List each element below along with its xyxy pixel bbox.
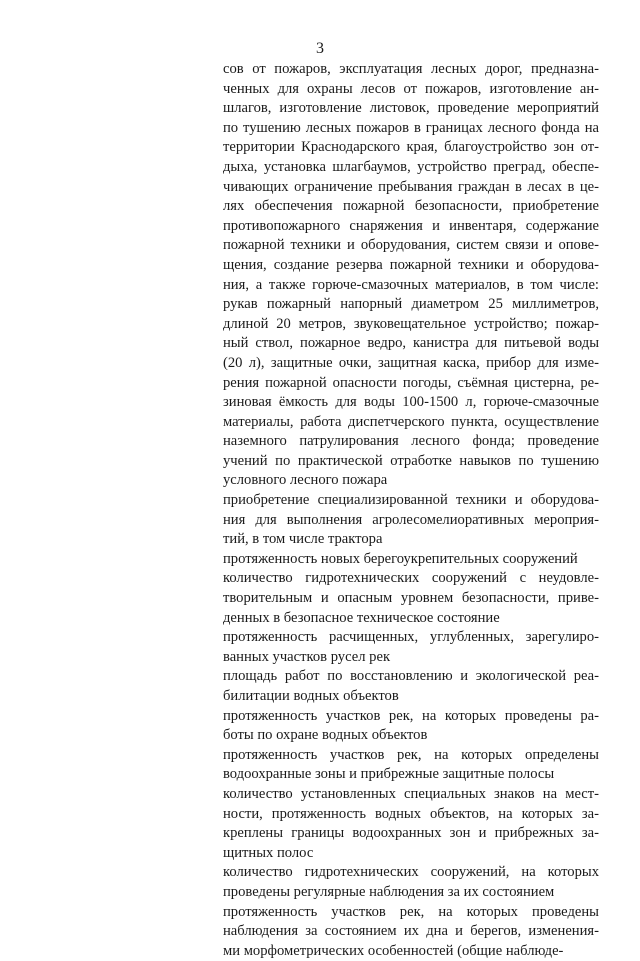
text-block-hydraulic-structures-safety <box>223 569 599 628</box>
text-line: ния, а также горюче-смазочных материалов, в том числе: <box>223 276 599 293</box>
text-line: тий, в том числе трактора <box>223 531 383 548</box>
text-line: приобретение специализированной техники и оборудова- <box>223 492 599 509</box>
text-line: сов от пожаров, эксплуатация лесных дорог, предназна- <box>223 61 599 77</box>
text-line: количество гидротехнических сооружений с неудовле- <box>223 570 599 587</box>
text-line: протяженность участков рек, на которых определены <box>223 746 599 763</box>
text-line: ния для выполнения агролесомелиоративных мероприя- <box>223 511 599 528</box>
text-block-river-channel-clearing <box>223 628 599 667</box>
text-line: проведены регулярные наблюдения за их состоянием <box>223 883 555 900</box>
text-block-water-protection-zones <box>223 746 599 785</box>
text-line: количество гидротехнических сооружений, на которых <box>223 864 599 881</box>
text-block-special-signs <box>223 785 599 863</box>
text-line: по тушению лесных пожаров в границах лесного фонда на <box>223 119 599 136</box>
text-line: щения, создание резерва пожарной техники и оборудова- <box>223 256 599 273</box>
text-block-hydraulic-observations <box>223 863 599 902</box>
text-line: наземного патрулирования лесного фонда; проведение <box>223 433 599 450</box>
text-block-agroforestry-equipment <box>223 491 599 550</box>
text-line: креплены границы водоохранных зон и прибрежных за- <box>223 825 599 842</box>
page-number: 3 <box>316 40 324 57</box>
text-line: протяженность участков рек, на которых проведены <box>223 903 599 920</box>
text-block-water-protection-works <box>223 707 599 746</box>
text-line: протяженность участков рек, на которых проведены ра- <box>223 707 599 724</box>
text-line: водоохранные зоны и прибрежные защитные полосы <box>223 766 555 783</box>
text-line: рукав пожарный напорный диаметром 25 миллиметров, <box>223 296 599 313</box>
text-block-riverbed-observations <box>223 903 599 961</box>
text-line: территории Краснодарского края, благоустройство зон от- <box>223 139 599 156</box>
text-block-bank-protection <box>223 550 599 570</box>
text-line: (20 л), защитные очки, защитная каска, прибор для изме- <box>223 354 599 371</box>
text-line: чивающих ограничение пребывания граждан в лесах в це- <box>223 178 599 195</box>
text-line: длиной 20 метров, звуковещательное устройство; пожар- <box>223 315 599 332</box>
text-line: учений по практической отработке навыков по тушению <box>223 452 599 469</box>
text-line: площадь работ по восстановлению и экологической реа- <box>223 668 599 685</box>
text-line: билитации водных объектов <box>223 688 399 704</box>
text-line: зиновая ёмкость для воды 100-1500 л, горюче-смазочные <box>223 394 599 411</box>
text-line: ми морфометрических особенностей (общие наблюде- <box>223 942 564 959</box>
text-line: рения пожарной опасности погоды, съёмная цистерна, ре- <box>223 374 599 391</box>
text-line: боты по охране водных объектов <box>223 727 428 744</box>
text-line: лях обеспечения пожарной безопасности, приобретение <box>223 198 599 215</box>
text-line: шлагов, изготовление листовок, проведение мероприятий <box>223 100 599 117</box>
text-line: ванных участков русел рек <box>223 648 391 665</box>
text-line: щитных полос <box>223 844 314 861</box>
text-line: ности, протяженность водных объектов, на которых за- <box>223 805 599 822</box>
text-line: дыха, установка шлагбаумов, устройство преград, обеспе- <box>223 158 599 175</box>
text-line: наблюдения за состоянием их дна и берегов, изменения- <box>223 923 599 940</box>
text-line: ченных для охраны лесов от пожаров, изготовление ан- <box>223 80 599 97</box>
text-block-fire-safety <box>223 60 599 491</box>
text-line: пожарной техники и оборудования, систем связи и опове- <box>223 237 599 254</box>
text-line: материалы, работа диспетчерского пункта, осуществление <box>223 413 599 430</box>
text-line: протяженность новых берегоукрепительных сооружений <box>223 550 578 567</box>
text-line: ный ствол, пожарное ведро, канистра для питьевой воды <box>223 335 599 352</box>
text-line: условного лесного пожара <box>223 472 388 489</box>
text-line: противопожарного снаряжения и инвентаря, содержание <box>223 217 599 234</box>
document-body <box>223 60 599 961</box>
text-block-water-rehabilitation <box>223 667 599 706</box>
text-line: протяженность расчищенных, углубленных, зарегулиро- <box>223 629 599 646</box>
text-line: количество установленных специальных знаков на мест- <box>223 785 599 802</box>
text-line: творительным и опасным уровнем безопасности, приве- <box>223 590 599 607</box>
text-line: денных в безопасное техническое состояние <box>223 609 500 626</box>
